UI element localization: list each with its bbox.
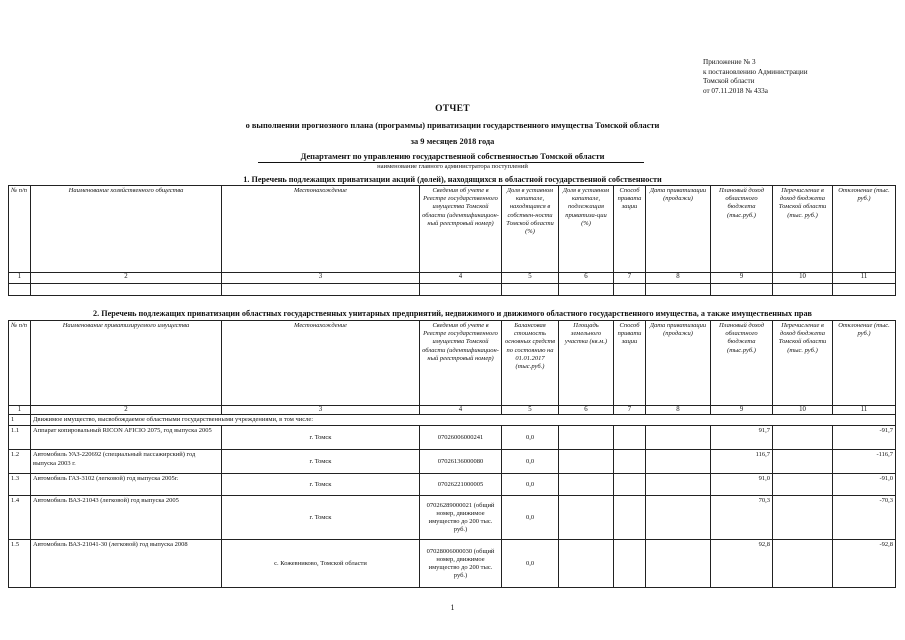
col-number: 7 xyxy=(614,273,646,284)
col-number: 11 xyxy=(833,273,896,284)
land-area xyxy=(559,474,614,496)
col-number: 5 xyxy=(502,406,559,415)
col-header: Способ привати зации xyxy=(614,321,646,406)
property-location: г. Томск xyxy=(222,474,420,496)
report-title: ОТЧЕТ xyxy=(435,104,470,114)
group-row xyxy=(9,415,896,426)
transfer-amount xyxy=(773,496,833,540)
col-number: 6 xyxy=(559,406,614,415)
report-subtitle: о выполнении прогнозного плана (программы) приватизации государственного имущества Томской области xyxy=(245,121,660,130)
privatization-date xyxy=(646,426,711,450)
col-number: 9 xyxy=(711,406,773,415)
department-hint: наименование главного администратора поступлений xyxy=(377,163,528,170)
planned-income: 91,0 xyxy=(711,474,773,496)
property-location: г. Томск xyxy=(222,426,420,450)
col-header: Отклонение (тыс. руб.) xyxy=(833,186,896,273)
property-name: Автомобиль ВАЗ-21043 (легковой) год выпуска 2005 xyxy=(31,496,222,540)
empty-cell xyxy=(31,284,222,296)
col-number: 3 xyxy=(222,406,420,415)
empty-cell xyxy=(222,284,420,296)
col-number: 9 xyxy=(711,273,773,284)
section1-heading: 1. Перечень подлежащих приватизации акций (долей), находящихся в областной государственной собственности xyxy=(243,175,662,184)
row-number: 1.1 xyxy=(9,426,31,450)
privatization-date xyxy=(646,474,711,496)
planned-income: 92,8 xyxy=(711,540,773,588)
col-header: Перечисление в доход бюджета Томской области (тыс. руб.) xyxy=(773,321,833,406)
col-header: Доля в уставном капитале, находящаяся в собствен-ности Томской области (%) xyxy=(502,186,559,273)
row-number: 1.4 xyxy=(9,496,31,540)
planned-income: 91,7 xyxy=(711,426,773,450)
column-number-row xyxy=(9,273,896,284)
approval-line: Приложение № 3 xyxy=(703,58,756,66)
privatization-method xyxy=(614,474,646,496)
privatization-method xyxy=(614,540,646,588)
land-area xyxy=(559,496,614,540)
land-area xyxy=(559,450,614,474)
transfer-amount xyxy=(773,474,833,496)
col-number: 2 xyxy=(31,273,222,284)
col-number: 6 xyxy=(559,273,614,284)
balance-value: 0,0 xyxy=(502,450,559,474)
property-name: Автомобиль УАЗ-220692 (специальный пассажирский) год выпуска 2003 г. xyxy=(31,450,222,474)
registry-number: 07026136000080 xyxy=(420,450,502,474)
section1-table xyxy=(8,185,896,296)
property-location: г. Томск xyxy=(222,450,420,474)
balance-value: 0,0 xyxy=(502,426,559,450)
empty-cell xyxy=(711,284,773,296)
balance-value: 0,0 xyxy=(502,474,559,496)
col-number: 10 xyxy=(773,406,833,415)
col-number: 5 xyxy=(502,273,559,284)
row-number: 1.2 xyxy=(9,450,31,474)
transfer-amount xyxy=(773,540,833,588)
empty-cell xyxy=(773,284,833,296)
col-number: 4 xyxy=(420,273,502,284)
group-label: Движимое имущество, высвобождаемое областными государственными учреждениями, в том числе: xyxy=(31,415,896,426)
table-row xyxy=(9,540,896,588)
section2-heading: 2. Перечень подлежащих приватизации областных государственных унитарных предприятий, недвижимого и движимого областного государственного имущества, а также имущественных прав xyxy=(93,309,812,318)
empty-cell xyxy=(9,284,31,296)
col-header: Площадь земельного участка (кв.м.) xyxy=(559,321,614,406)
group-number: 1 xyxy=(9,415,31,426)
col-number: 11 xyxy=(833,406,896,415)
table-row xyxy=(9,426,896,450)
table-row xyxy=(9,450,896,474)
col-header: Плановый доход областного бюджета (тыс.руб.) xyxy=(711,186,773,273)
col-number: 1 xyxy=(9,273,31,284)
deviation: -92,8 xyxy=(833,540,896,588)
col-header: Дата приватизации (продажи) xyxy=(646,186,711,273)
col-header: Плановый доход областного бюджета (тыс.руб.) xyxy=(711,321,773,406)
col-number: 8 xyxy=(646,406,711,415)
empty-cell xyxy=(646,284,711,296)
planned-income: 116,7 xyxy=(711,450,773,474)
deviation: -91,7 xyxy=(833,426,896,450)
privatization-method xyxy=(614,496,646,540)
transfer-amount xyxy=(773,450,833,474)
col-header: Отклонение (тыс. руб.) xyxy=(833,321,896,406)
empty-cell xyxy=(833,284,896,296)
empty-row xyxy=(9,284,896,296)
col-number: 7 xyxy=(614,406,646,415)
empty-cell xyxy=(559,284,614,296)
empty-cell xyxy=(614,284,646,296)
section2-table xyxy=(8,320,896,588)
col-number: 2 xyxy=(31,406,222,415)
col-header: Дата приватизации (продажи) xyxy=(646,321,711,406)
approval-block xyxy=(703,58,893,96)
privatization-date xyxy=(646,540,711,588)
privatization-date xyxy=(646,450,711,474)
approval-line: от 07.11.2018 № 433а xyxy=(703,86,768,95)
department-name: Департамент по управлению государственной собственностью Томской области xyxy=(300,152,605,161)
balance-value: 0,0 xyxy=(502,540,559,588)
col-header: Местонахождение xyxy=(222,186,420,273)
table-row xyxy=(9,496,896,540)
col-header: № п/п xyxy=(9,186,31,273)
row-number: 1.3 xyxy=(9,474,31,496)
registry-number: 07028006000030 (общий номер, движимое имущество до 200 тыс. руб.) xyxy=(420,540,502,588)
col-number: 3 xyxy=(222,273,420,284)
deviation: -91,0 xyxy=(833,474,896,496)
privatization-method xyxy=(614,426,646,450)
col-header: Наименование приватизируемого имущества xyxy=(31,321,222,406)
col-header: Местонахождение xyxy=(222,321,420,406)
col-number: 10 xyxy=(773,273,833,284)
section2-header-row xyxy=(9,321,896,406)
property-location: г. Томск xyxy=(222,496,420,540)
row-number: 1.5 xyxy=(9,540,31,588)
property-name: Автомобиль ВАЗ-21041-30 (легковой) год выпуска 2008 xyxy=(31,540,222,588)
col-header: Балансовая стоимость основных средств по состоянию на 01.01.2017 (тыс.руб.) xyxy=(502,321,559,406)
privatization-date xyxy=(646,496,711,540)
land-area xyxy=(559,426,614,450)
approval-line: к постановлению Администрации xyxy=(703,67,808,76)
page-number: 1 xyxy=(450,603,455,612)
col-number: 1 xyxy=(9,406,31,415)
planned-income: 70,3 xyxy=(711,496,773,540)
col-header: № п/п xyxy=(9,321,31,406)
empty-cell xyxy=(502,284,559,296)
empty-cell xyxy=(420,284,502,296)
col-header: Сведения об учете в Реестре государственного имущества Томской области (идентификацион-ный реестровый номер) xyxy=(420,321,502,406)
col-header: Способ привата зации xyxy=(614,186,646,273)
col-header: Доля в уставном капитале, подлежащая приватиза-ции (%) xyxy=(559,186,614,273)
deviation: -116,7 xyxy=(833,450,896,474)
registry-number: 07026006000241 xyxy=(420,426,502,450)
col-number: 4 xyxy=(420,406,502,415)
col-header: Наименование хозяйственного общества xyxy=(31,186,222,273)
registry-number: 07026221000005 xyxy=(420,474,502,496)
deviation: -70,3 xyxy=(833,496,896,540)
balance-value: 0,0 xyxy=(502,496,559,540)
column-number-row xyxy=(9,406,896,415)
col-header: Сведения об учете в Реестре государственного имущества Томской области (идентификацион-ный реестровый номер) xyxy=(420,186,502,273)
property-name: Аппарат копировальный RICON AFICIO 2075, год выпуска 2005 xyxy=(31,426,222,450)
property-name: Автомобиль ГАЗ-3102 (легковой) год выпуска 2005г. xyxy=(31,474,222,496)
approval-line: Томской области xyxy=(703,77,755,86)
privatization-method xyxy=(614,450,646,474)
property-location: с. Кожевниково, Томской области xyxy=(222,540,420,588)
col-header: Перечисление в доход бюджета Томской области (тыс. руб.) xyxy=(773,186,833,273)
land-area xyxy=(559,540,614,588)
col-number: 8 xyxy=(646,273,711,284)
report-period: за 9 месяцев 2018 года xyxy=(410,137,495,146)
registry-number: 07026289000021 (общий номер, движимое имущество до 200 тыс. руб.) xyxy=(420,496,502,540)
table-row xyxy=(9,474,896,496)
transfer-amount xyxy=(773,426,833,450)
section1-header-row xyxy=(9,186,896,273)
